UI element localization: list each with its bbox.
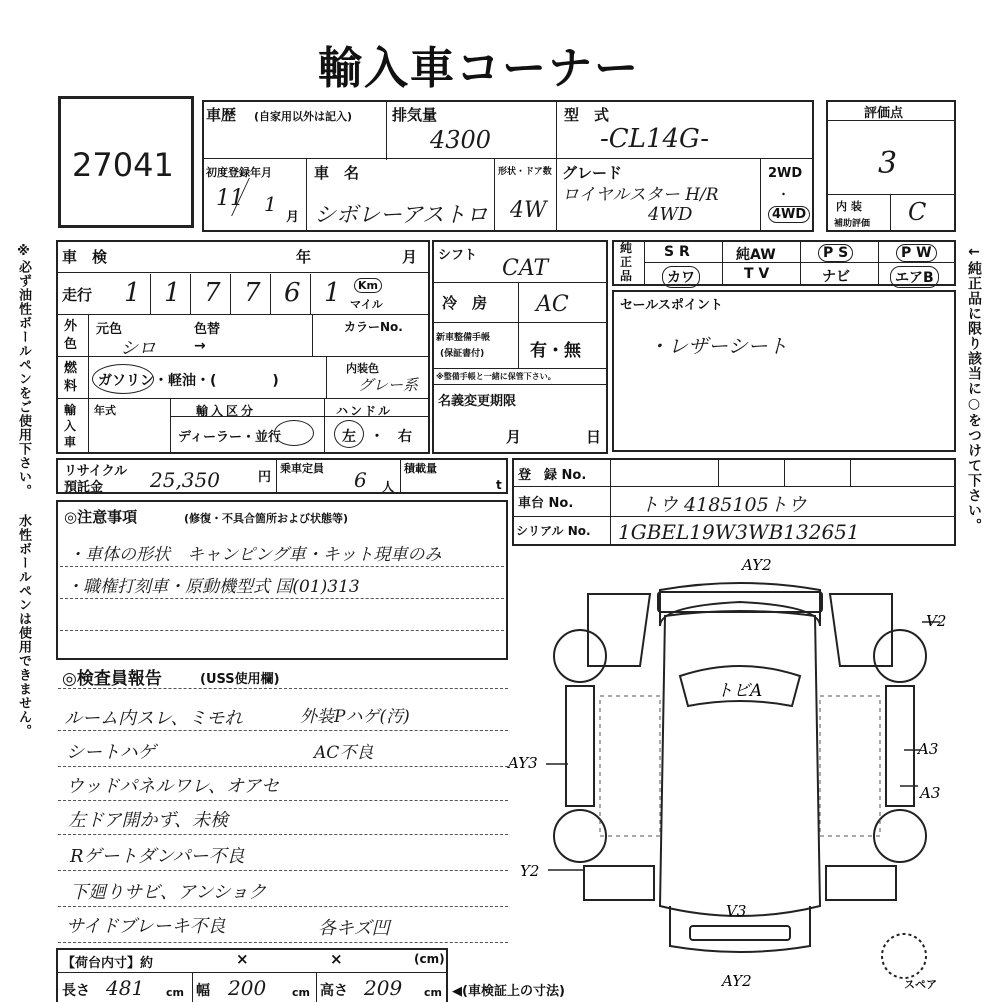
grade-value-2: 4WD xyxy=(648,204,693,225)
length-cm: cm xyxy=(166,986,184,999)
sales-point-block xyxy=(612,290,956,452)
inspector-line-1: ルーム内スレ、ミモれ xyxy=(64,708,243,729)
ac-value: AC xyxy=(536,292,569,317)
mileage-digit: 1 xyxy=(124,278,141,308)
car-name-value: シボレーアストロ xyxy=(314,203,489,228)
diagram-mark: AY3 xyxy=(508,754,538,772)
sales-point-label: セールスポイント xyxy=(620,298,723,313)
serial-label: シリアル No. xyxy=(516,524,591,538)
grade-label: グレード xyxy=(562,164,623,182)
cargo-times-1: × xyxy=(236,950,249,968)
model-value: -CL14G- xyxy=(600,124,710,154)
inspector-right-3: 各キズ凹 xyxy=(318,918,390,939)
import-class-circle xyxy=(274,420,314,446)
inspector-line-2: シートハゲ xyxy=(66,742,156,763)
capacity-label: 乗車定員 xyxy=(280,462,324,475)
color-arrow: → xyxy=(194,338,206,354)
color-label-v: 外色 xyxy=(64,319,78,352)
shift-value: CAT xyxy=(502,256,549,281)
mileage-digit: 7 xyxy=(244,278,261,308)
warranty-label-1: 新車整備手帳 xyxy=(436,333,491,343)
color-change-label: 色替 xyxy=(194,322,221,337)
load-unit: t xyxy=(496,478,502,492)
first-reg-month-unit: 月 xyxy=(286,210,300,225)
first-reg-year: 11 xyxy=(216,186,244,211)
diagram-mark: V3 xyxy=(726,902,747,920)
name-change-month: 月 xyxy=(506,428,522,446)
cargo-times-2: × xyxy=(330,950,343,968)
car-name-label: 車 名 xyxy=(314,164,360,182)
first-reg-month: 1 xyxy=(264,192,277,216)
score-label: 評価点 xyxy=(864,106,904,121)
diagram-mark: A3 xyxy=(920,784,941,802)
height-value: 209 xyxy=(364,976,403,1000)
import-class-label: 輸入区分 xyxy=(196,404,257,418)
interior-label-2: 補助評価 xyxy=(834,219,871,229)
equip-tv: T V xyxy=(744,266,770,282)
color-code-label: カラーNo. xyxy=(344,320,403,334)
name-change-label: 名義変更期限 xyxy=(438,394,517,409)
first-reg-label: 初度登録年月 xyxy=(206,166,272,179)
drive-4wd: 4WD xyxy=(768,206,810,223)
import-label-v: 輸入車 xyxy=(64,403,77,449)
capacity-unit: 人 xyxy=(382,480,395,494)
registration-label: 登 録 No. xyxy=(518,468,587,483)
model-label: 型 式 xyxy=(564,106,610,124)
width-cm: cm xyxy=(292,986,310,999)
color-value: シロ xyxy=(120,338,156,359)
inspector-line-7: サイドブレーキ不良 xyxy=(66,916,226,937)
length-label: 長さ xyxy=(62,983,90,999)
equip-ps: P S xyxy=(818,244,853,262)
diagram-mark: AY2 xyxy=(742,556,772,574)
inspector-right-2: AC不良 xyxy=(314,743,374,763)
body-label: 形状・ドア数 xyxy=(498,167,552,177)
displacement-label: 排気量 xyxy=(392,106,438,124)
import-year-label: 年式 xyxy=(94,404,116,417)
interior-color-label: 内装色 xyxy=(346,362,379,375)
name-change-day: 日 xyxy=(586,428,602,446)
chassis-value: トウ 4185105トウ xyxy=(640,494,807,516)
recycle-label-2: 預託金 xyxy=(64,480,104,495)
inspector-title: ◎検査員報告 xyxy=(62,669,162,689)
history-note: (自家用以外は記入) xyxy=(254,110,353,123)
height-label: 高さ xyxy=(320,983,348,999)
inspector-line-4: 左ドア開かず、未検 xyxy=(68,810,229,831)
equip-navi: ナビ xyxy=(822,269,850,285)
ac-label: 冷 房 xyxy=(442,294,488,312)
inspector-subtitle: (USS使用欄) xyxy=(200,672,280,687)
equip-airbag: エアB xyxy=(890,266,939,288)
body-value: 4W xyxy=(510,198,547,223)
page-title: 輸入車コーナー xyxy=(318,43,640,94)
fuel-circle xyxy=(92,364,154,394)
spare-label: スペア xyxy=(904,978,937,991)
interior-color-value: グレー系 xyxy=(358,376,419,394)
width-value: 200 xyxy=(228,976,267,1000)
drive-2wd: 2WD xyxy=(768,166,803,181)
notes-title: ◎注意事項 xyxy=(64,508,138,526)
lot-number: 27041 xyxy=(72,146,174,184)
load-label: 積載量 xyxy=(404,462,437,475)
diagram-mark: V2 xyxy=(926,612,947,630)
serial-value: 1GBEL19W3WB132651 xyxy=(618,520,860,544)
length-value: 481 xyxy=(106,976,145,1000)
left-note: ※必ず油性ボールペンをご使用下さい。 水性ボールペンは使用できません。 xyxy=(16,244,31,738)
mileage-digit: 1 xyxy=(164,278,181,308)
handle-value: 左 ・ 右 xyxy=(342,429,412,445)
drive-dot: ・ xyxy=(778,188,789,201)
equip-pw: P W xyxy=(896,244,937,262)
diagram-mark: A3 xyxy=(918,740,939,758)
warranty-value: 有・無 xyxy=(530,341,581,361)
mileage-digit: 7 xyxy=(204,278,221,308)
interior-label-1: 内 装 xyxy=(836,200,862,213)
grade-value-1: ロイヤルスター H/R xyxy=(562,185,719,205)
import-class-value: ディーラー・並行 xyxy=(178,430,281,445)
cargo-label: 【荷台内寸】約 xyxy=(62,956,154,971)
cert-note: ◀(車検証上の寸法) xyxy=(452,984,565,999)
color-orig-label: 元色 xyxy=(96,322,123,337)
mileage-digit: 1 xyxy=(324,278,341,308)
shift-label: シフト xyxy=(438,248,478,263)
inspection-year: 年 xyxy=(296,248,312,266)
equip-aw: 純AW xyxy=(736,247,776,263)
mileage-digit: 6 xyxy=(284,278,301,308)
inspection-month: 月 xyxy=(402,248,418,266)
mileage-unit-km: Km xyxy=(354,278,382,293)
handle-circle xyxy=(334,420,364,448)
width-label: 幅 xyxy=(196,983,210,999)
diagram-mark: Y2 xyxy=(520,862,540,880)
mileage-unit-mile: マイル xyxy=(350,298,383,311)
recycle-unit: 円 xyxy=(258,470,272,485)
warranty-note: ※整備手帳と一緒に保管下さい。 xyxy=(436,372,556,381)
capacity-value: 6 xyxy=(354,468,367,492)
inspector-line-6: 下廻りサビ、アンショク xyxy=(70,882,267,903)
chassis-label: 車台 No. xyxy=(518,496,574,511)
history-label: 車歴 xyxy=(206,106,237,124)
warranty-label-2: (保証書付) xyxy=(440,349,485,359)
recycle-value: 25,350 xyxy=(150,468,220,492)
score-value: 3 xyxy=(878,146,898,181)
inspector-right-1: 外装Pハゲ(汚) xyxy=(300,707,410,727)
cargo-unit: (cm) xyxy=(414,952,445,966)
recycle-label-1: リサイクル xyxy=(64,464,128,479)
fuel-options: ガソリン・軽油・( ) xyxy=(98,373,279,389)
interior-value: C xyxy=(908,198,927,226)
sales-point-value: ・レザーシート xyxy=(648,334,788,358)
mileage-digits xyxy=(112,274,348,314)
inspector-line-3: ウッドパネルワレ、オアセ xyxy=(66,776,280,797)
displacement-value: 4300 xyxy=(430,126,492,154)
notes-line-2: ・職権打刻車・原動機型式 国(01)313 xyxy=(66,577,360,597)
notes-subtitle: (修復・不具合箇所および状態等) xyxy=(184,512,349,525)
inspector-line-5: Rゲートダンパー不良 xyxy=(70,846,245,867)
diagram-mark: AY2 xyxy=(722,972,752,990)
inspection-label: 車 検 xyxy=(62,248,108,266)
equipment-label-v: 純正品 xyxy=(620,241,633,283)
fuel-label-v: 燃料 xyxy=(64,361,78,394)
diagram-mark: トビA xyxy=(716,681,763,701)
equip-sr: S R xyxy=(664,244,690,260)
handle-label: ハンドル xyxy=(336,404,393,418)
mileage-label: 走行 xyxy=(62,286,93,304)
notes-line-1: ・車体の形状 キャンピング車・キット現車のみ xyxy=(68,545,442,565)
side-note: ←純正品に限り該当に○をつけて下さい。 xyxy=(966,244,982,533)
equip-leather: カワ xyxy=(662,266,700,288)
height-cm: cm xyxy=(424,986,442,999)
